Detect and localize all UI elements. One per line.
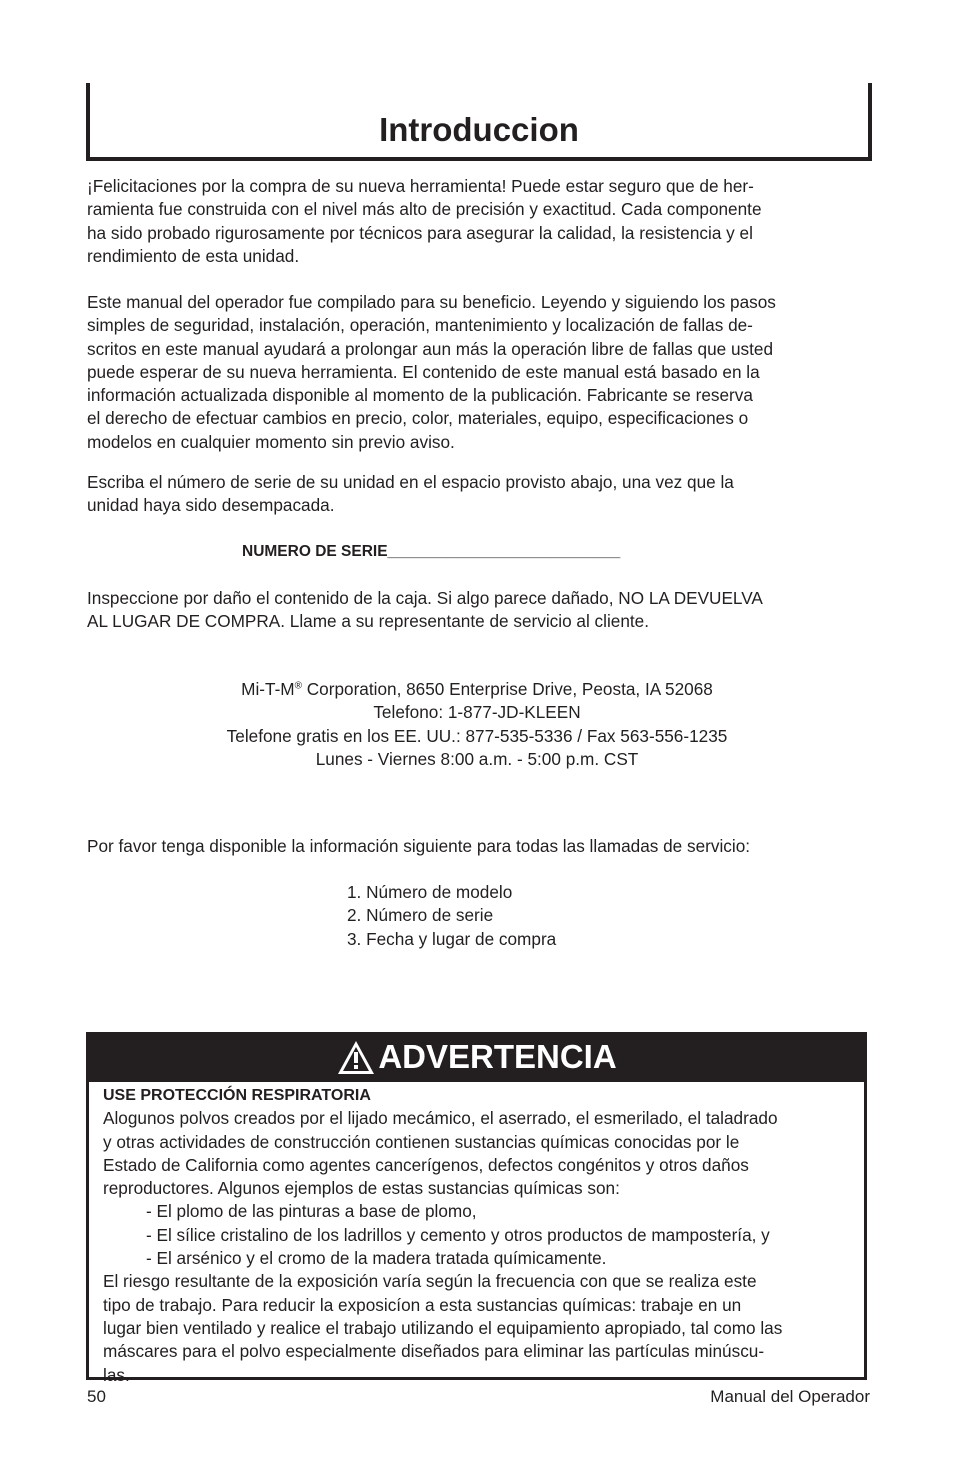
text-line: información actualizada disponible al momento de la publicación. Fabricante se reserva bbox=[87, 385, 753, 406]
text-line: unidad haya sido desempacada. bbox=[87, 495, 335, 516]
service-call-paragraph: Por favor tenga disponible la información siguiente para todas las llamadas de servicio: bbox=[87, 836, 751, 856]
text-line: simples de seguridad, instalación, operación, mantenimiento y localización de fallas de- bbox=[87, 315, 753, 336]
text-line: ¡Felicitaciones por la compra de su nueva herramienta! Puede estar seguro que de her- bbox=[87, 176, 754, 196]
company-name: Mi-T-M bbox=[241, 679, 295, 699]
text-line: máscares para el polvo especialmente diseñados para eliminar las partículas minúscu- bbox=[103, 1341, 765, 1362]
contact-hours: Lunes - Viernes 8:00 a.m. - 5:00 p.m. CST bbox=[315, 748, 639, 769]
text-line: AL LUGAR DE COMPRA. Llame a su representante de servicio al cliente. bbox=[87, 611, 650, 632]
serial-instruction-paragraph bbox=[87, 471, 867, 518]
manual-paragraph bbox=[87, 291, 867, 454]
text-line: el derecho de efectuar cambios en precio, color, materiales, equipo, especificaciones o bbox=[87, 408, 749, 429]
contact-phone: Telefono: 1-877-JD-KLEEN bbox=[373, 702, 581, 723]
manual-name: Manual del Operador bbox=[710, 1387, 870, 1406]
warning-heading: USE PROTECCIÓN RESPIRATORIA bbox=[103, 1087, 371, 1104]
warning-box bbox=[86, 1032, 867, 1385]
text-line: El riesgo resultante de la exposición varía según la frecuencia con que se realiza este bbox=[103, 1271, 757, 1292]
registered-mark: ® bbox=[294, 680, 302, 692]
text-line: Este manual del operador fue compilado para su beneficio. Leyendo y siguiendo los pasos bbox=[87, 292, 776, 312]
text-line: Inspeccione por daño el contenido de la caja. Si algo parece dañado, NO LA DEVUELVA bbox=[87, 588, 763, 608]
text-line: tipo de trabajo. Para reducir la exposicíon a esta sustancias químicas: trabaje en un bbox=[103, 1294, 742, 1315]
text-line: lugar bien ventilado y realice el trabajo utilizando el equipamiento apropiado, tal como las bbox=[103, 1317, 783, 1338]
text-line: puede esperar de su nueva herramienta. El contenido de este manual está basado en la bbox=[87, 361, 760, 382]
contact-tollfree: Telefone gratis en los EE. UU.: 877-535-5336 / Fax 563-556-1235 bbox=[226, 725, 728, 746]
example-item: - El sílice cristalino de los ladrillos y cemento y otros productos de mampostería, y bbox=[146, 1224, 770, 1245]
contact-address bbox=[87, 678, 867, 701]
text-line: y otras actividades de construcción contienen sustancias químicas conocidas por le bbox=[103, 1131, 740, 1152]
text-line: Alogunos polvos creados por el lijado mecámico, el aserrado, el esmerilado, el taladrado bbox=[103, 1108, 778, 1129]
title-box bbox=[86, 83, 872, 161]
address-text: Corporation, 8650 Enterprise Drive, Peosta, IA 52068 bbox=[301, 679, 713, 699]
text-line: Estado de California como agentes cancerígenos, defectos congénitos y otros daños bbox=[103, 1154, 749, 1175]
example-item: - El arsénico y el cromo de la madera tratada químicamente. bbox=[146, 1248, 607, 1269]
warning-header bbox=[89, 1032, 864, 1082]
page-number: 50 bbox=[87, 1387, 106, 1406]
warning-triangle-icon bbox=[336, 1038, 376, 1076]
text-line: ramienta fue construida con el nivel más alto de precisión y exactitud. Cada componente bbox=[87, 199, 762, 220]
list-item: 2. Número de serie bbox=[347, 905, 494, 926]
text-line: reproductores. Algunos ejemplos de estas sustancias químicas son: bbox=[103, 1178, 620, 1199]
serial-number-field: NUMERO DE SERIE___________________________ bbox=[242, 543, 621, 560]
page-title: Introduccion bbox=[379, 111, 579, 148]
warning-body bbox=[103, 1084, 863, 1387]
list-item: 1. Número de modelo bbox=[347, 882, 513, 902]
text-line: rendimiento de esta unidad. bbox=[87, 245, 300, 266]
text-line: Escriba el número de serie de su unidad en el espacio provisto abajo, una vez que la bbox=[87, 472, 734, 492]
intro-paragraph bbox=[87, 175, 867, 268]
contact-block bbox=[87, 678, 867, 771]
warning-title: ADVERTENCIA bbox=[378, 1038, 617, 1075]
text-line: modelos en cualquier momento sin previo aviso. bbox=[87, 431, 455, 452]
list-item: 3. Fecha y lugar de compra bbox=[347, 928, 557, 949]
service-info-list bbox=[347, 881, 556, 951]
text-line: ha sido probado rigurosamente por técnicos para asegurar la calidad, la resistencia y el bbox=[87, 222, 753, 243]
text-line: scritos en este manual ayudará a prolongar aun más la operación libre de fallas que usted bbox=[87, 338, 774, 359]
text-line: las. bbox=[103, 1364, 130, 1385]
example-item: - El plomo de las pinturas a base de plomo, bbox=[146, 1201, 477, 1222]
inspection-paragraph bbox=[87, 587, 867, 634]
